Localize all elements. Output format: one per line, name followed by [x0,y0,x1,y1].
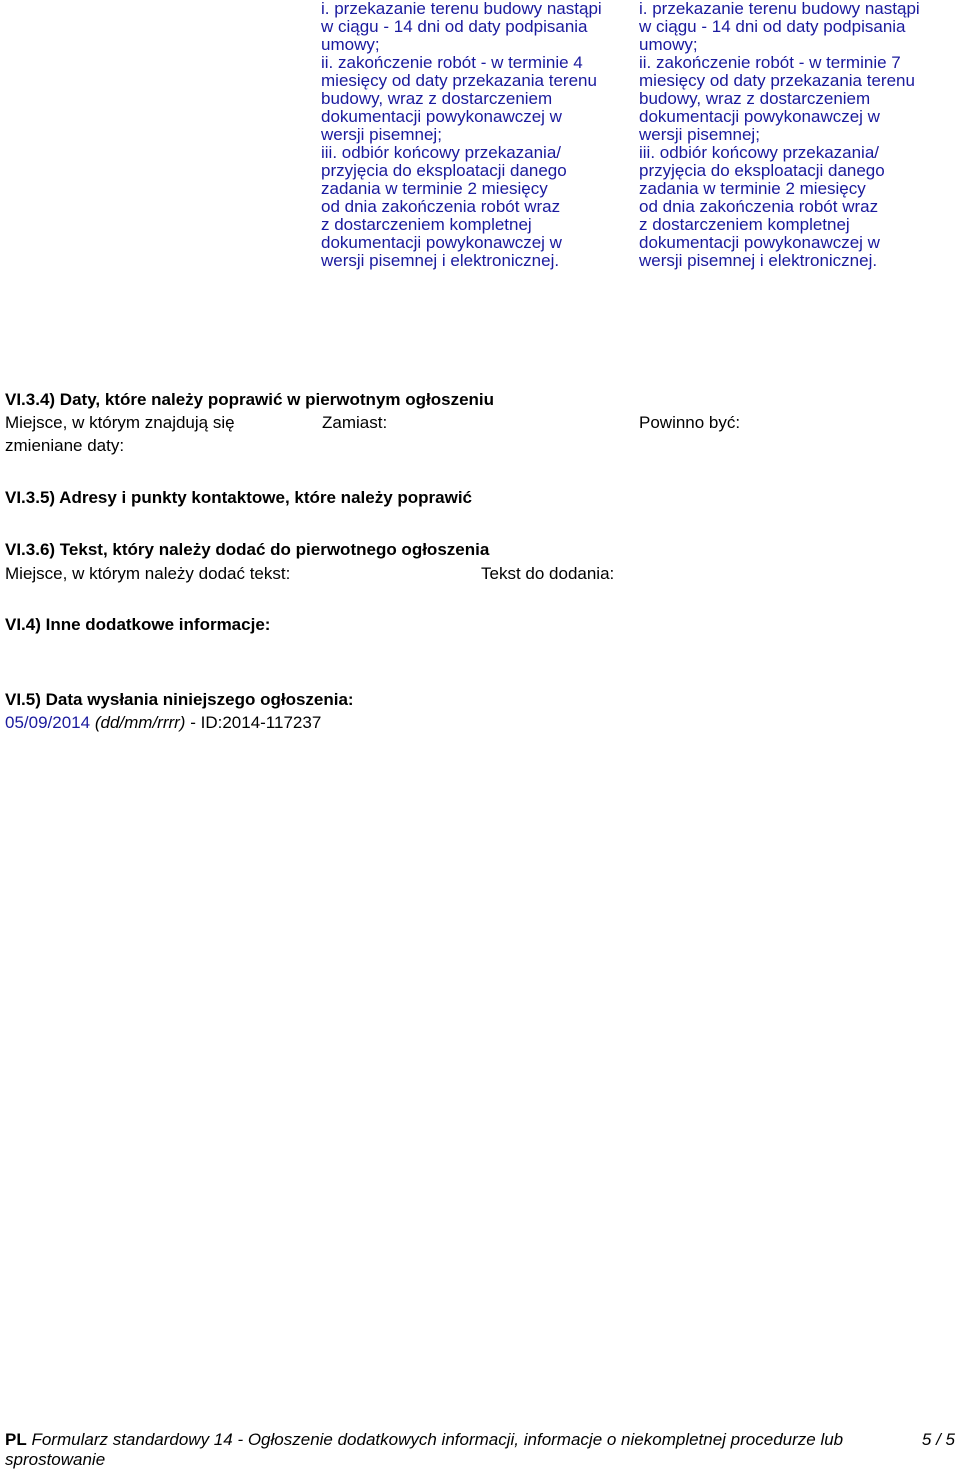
section-vi5-title: VI.5) Data wysłania niniejszego ogłoszenia: [5,690,354,709]
powinno-line: w ciągu - 14 dni od daty podpisania [639,17,906,36]
zamiast-line: budowy, wraz z dostarczeniem [321,89,553,108]
powinno-line: przyjęcia do eksploatacji danego [639,161,885,180]
powinno-line: dokumentacji powykonawczej w [639,233,880,252]
zamiast-text-block [321,0,602,270]
zamiast-line: dokumentacji powykonawczej w [321,233,562,252]
powinno-line: z dostarczeniem kompletnej [639,215,850,234]
powinno-line: od dnia zakończenia robót wraz [639,197,879,216]
vi34-miejsce-label-line2: zmieniane daty: [5,436,125,455]
powinno-line: wersji pisemnej; [639,125,760,144]
powinno-line: i. przekazanie terenu budowy nastąpi [639,0,920,18]
notice-id: - ID:2014-117237 [190,713,322,732]
vi34-zamiast-label: Zamiast: [322,413,388,432]
vi34-powinno-label: Powinno być: [639,413,741,432]
section-vi35-title: VI.3.5) Adresy i punkty kontaktowe, które należy poprawić [5,488,473,507]
vi34-miejsce-label-line1: Miejsce, w którym znajdują się [5,413,235,432]
powinno-line: iii. odbiór końcowy przekazania/ [639,143,880,162]
powinno-line: wersji pisemnej i elektronicznej. [639,251,878,270]
zamiast-line: iii. odbiór końcowy przekazania/ [321,143,562,162]
footer-line-1 [5,1430,885,1450]
vi5-date-line [5,713,321,733]
section-vi34-title: VI.3.4) Daty, które należy poprawić w pierwotnym ogłoszeniu [5,390,495,409]
zamiast-line: wersji pisemnej; [321,125,442,144]
date-format-hint: (dd/mm/rrrr) [94,713,186,732]
section-vi4-title: VI.4) Inne dodatkowe informacje: [5,615,271,634]
section-vi36-title: VI.3.6) Tekst, który należy dodać do pierwotnego ogłoszenia [5,540,490,559]
powinno-line: zadania w terminie 2 miesięcy [639,179,866,198]
vi36-tekst-label: Tekst do dodania: [481,564,615,583]
powinno-line: ii. zakończenie robót - w terminie 7 [639,53,901,72]
powinno-line: budowy, wraz z dostarczeniem [639,89,871,108]
footer-page-number: 5 / 5 [921,1430,955,1449]
powinno-line: umowy; [639,35,698,54]
footer-form-title-line1: Formularz standardowy 14 - Ogłoszenie dodatkowych informacji, informacje o niekompletnej procedurze lub [31,1430,844,1449]
zamiast-line: i. przekazanie terenu budowy nastąpi [321,0,602,18]
zamiast-line: od dnia zakończenia robót wraz [321,197,561,216]
zamiast-line: dokumentacji powykonawczej w [321,107,562,126]
dispatch-date-value: 05/09/2014 [5,713,91,732]
zamiast-line: zadania w terminie 2 miesięcy [321,179,548,198]
zamiast-line: umowy; [321,35,380,54]
powinno-text-block [639,0,920,270]
powinno-line: dokumentacji powykonawczej w [639,107,880,126]
vi36-miejsce-label: Miejsce, w którym należy dodać tekst: [5,564,291,583]
zamiast-line: w ciągu - 14 dni od daty podpisania [321,17,588,36]
page-footer [5,1430,955,1470]
zamiast-line: ii. zakończenie robót - w terminie 4 [321,53,583,72]
footer-language-code: PL [5,1430,27,1449]
zamiast-line: przyjęcia do eksploatacji danego [321,161,567,180]
footer-form-title-line2: sprostowanie [5,1450,106,1469]
zamiast-line: z dostarczeniem kompletnej [321,215,532,234]
zamiast-line: miesięcy od daty przekazania terenu [321,71,597,90]
powinno-line: miesięcy od daty przekazania terenu [639,71,915,90]
zamiast-line: wersji pisemnej i elektronicznej. [321,251,560,270]
